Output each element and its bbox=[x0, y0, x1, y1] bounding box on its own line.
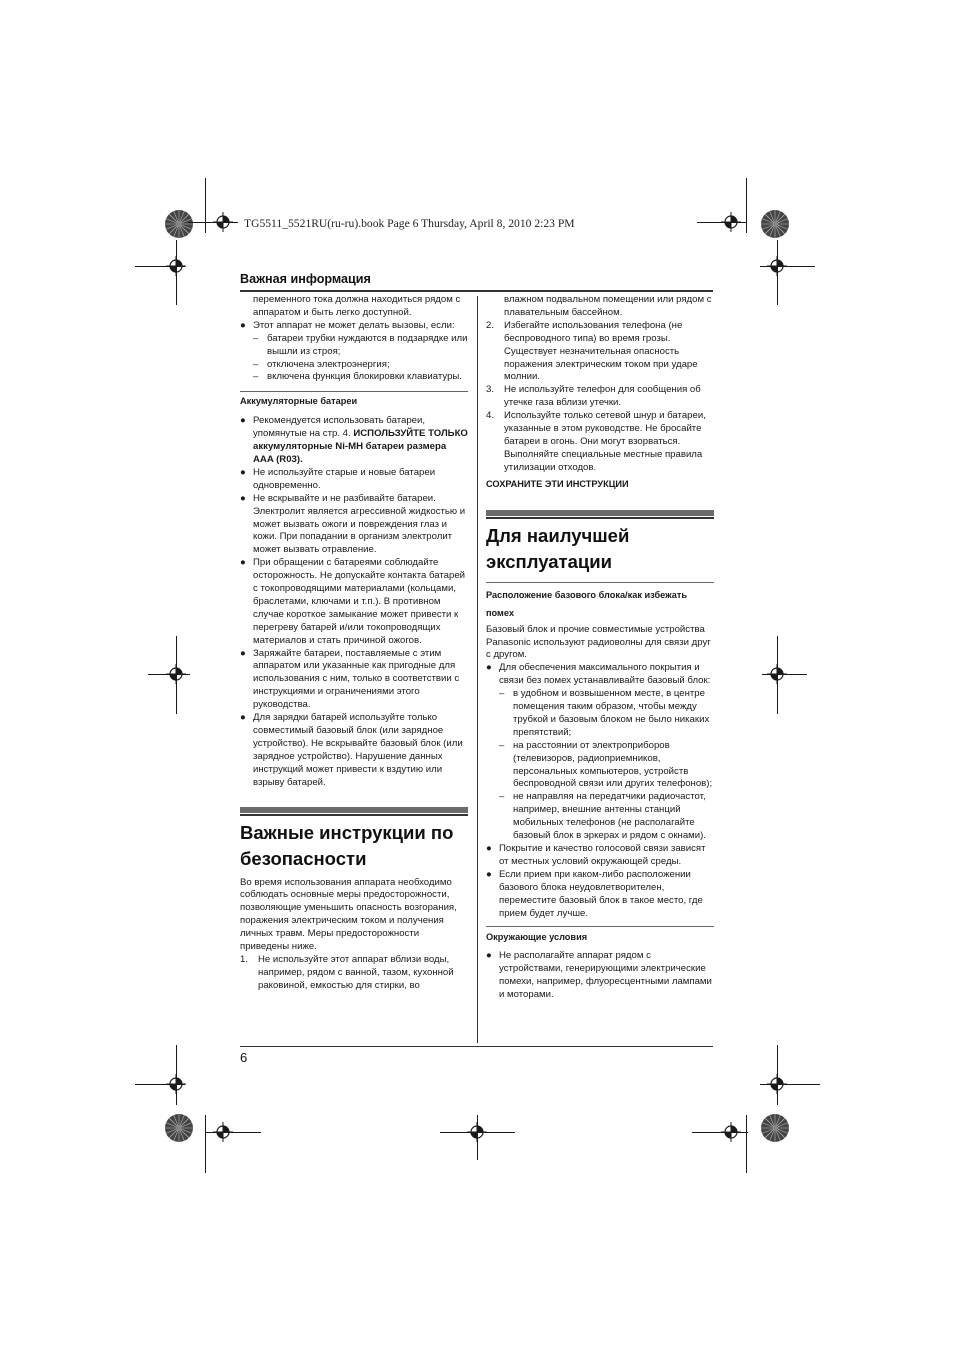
crop-line bbox=[188, 222, 238, 223]
right-column bbox=[486, 294, 714, 1002]
list-item: 4. Используйте только сетевой шнур и батареи, указанные в этом руководстве. Не бросайте батареи в огонь. Они могут взорваться. Выполняйте специальные местные правила утилизации отходов. bbox=[486, 410, 706, 473]
section-header: Важная информация bbox=[240, 272, 371, 286]
crop-line bbox=[777, 1045, 778, 1105]
crop-line bbox=[205, 1115, 206, 1173]
left-column bbox=[240, 294, 468, 993]
title-bar bbox=[240, 807, 468, 814]
list-item: – в удобном и возвышенном месте, в центре помещения таким образом, чтобы между трубкой и базовым блоком не было никаких препятствий; bbox=[499, 688, 710, 738]
crop-line bbox=[135, 1084, 185, 1085]
page-number: 6 bbox=[240, 1050, 248, 1065]
header-rule bbox=[240, 290, 713, 292]
crop-line bbox=[777, 636, 778, 714]
crop-line bbox=[746, 178, 747, 233]
crop-line bbox=[176, 240, 177, 305]
best-use-title: Для наилучшей эксплуатации bbox=[486, 524, 630, 572]
list-item: ● Рекомендуется использовать батареи, упомянутые на стр. 4. ИСПОЛЬЗУЙТЕ ТОЛЬКО аккумуляторные Ni-MH батареи размера AAA (R03). bbox=[240, 415, 468, 465]
list-item: – не направляя на передатчики радиочастот, например, внешние антенны станций мобильных телефонов (не располагайте базовый блок в эркерах и рядом с окнами). bbox=[499, 791, 706, 842]
list-item: ● Для зарядки батарей используйте только совместимый базовый блок (или зарядное устройство). Не вскрывайте базовый блок (или зарядное устройство). Нарушение данных инструкций может привести к вздутию или взрыву батарей. bbox=[240, 712, 463, 788]
crop-line bbox=[135, 266, 185, 267]
color-wheel-mark-top-left bbox=[164, 209, 194, 239]
column-divider bbox=[477, 296, 478, 1043]
color-wheel-mark-top-right bbox=[760, 209, 790, 239]
list-item: 3. Не используйте телефон для сообщения об утечке газа вблизи утечки. bbox=[486, 384, 701, 409]
save-instructions: СОХРАНИТЕ ЭТИ ИНСТРУКЦИИ bbox=[486, 478, 629, 489]
list-item: 1. Не используйте этот аппарат вблизи воды, например, рядом с ванной, тазом, кухонной раковиной, емкостью для стирки, во bbox=[240, 953, 454, 991]
crop-line bbox=[477, 1115, 478, 1160]
paragraph: влажном подвальном помещении или рядом с плавательным бассейном. bbox=[504, 294, 712, 318]
crop-line bbox=[760, 266, 815, 267]
crop-line bbox=[205, 178, 206, 233]
crop-line bbox=[440, 1132, 515, 1133]
list-item: ● Не используйте старые и новые батареи одновременно. bbox=[240, 466, 436, 491]
crop-line bbox=[697, 222, 747, 223]
title-bar bbox=[486, 510, 714, 517]
battery-heading: Аккумуляторные батареи bbox=[240, 396, 358, 407]
paragraph: Базовый блок и прочие совместимые устройства Panasonic используют радиоволны для связи друг с другом. bbox=[486, 623, 711, 661]
list-item: ● Для обеспечения максимального покрытия и связи без помех устанавливайте базовый блок: bbox=[486, 662, 711, 687]
crop-line bbox=[176, 1045, 177, 1105]
list-item: – на расстоянии от электроприборов (телевизоров, радиоприемников, персональных компьютеров, устройств беспроводной связи или других телефонов); bbox=[499, 739, 713, 790]
list-item: – отключена электроэнергия; bbox=[253, 358, 390, 370]
crop-line bbox=[148, 674, 190, 675]
color-wheel-mark-bottom-right bbox=[760, 1113, 790, 1143]
list-item: ● Этот аппарат не может делать вызовы, если: bbox=[240, 319, 455, 331]
crop-line bbox=[176, 636, 177, 714]
environment-heading: Окружающие условия bbox=[486, 932, 588, 943]
crop-line bbox=[746, 1115, 747, 1173]
color-wheel-mark-bottom-left bbox=[164, 1113, 194, 1143]
paragraph: Во время использования аппарата необходимо соблюдать основные меры предосторожности, позволяющие уменьшить опасность возгорания, поражения электрическим током и получения личных травм. Меры предосторожности приведены ниже. bbox=[240, 876, 457, 953]
list-item: ● Заряжайте батареи, поставляемые с этим аппаратом или указанные как пригодные для использования с ним, только в соответствии с инструкциями и ограничениями этого руководства. bbox=[240, 647, 460, 711]
list-item: – батареи трубки нуждаются в подзарядке или вышли из строя; bbox=[253, 332, 468, 357]
printer-info-line: TG5511_5521RU(ru-ru).book Page 6 Thursday, April 8, 2010 2:23 PM bbox=[244, 217, 575, 230]
list-item: ● Не вскрывайте и не разбивайте батареи. Электролит является агрессивной жидкостью и может вызвать ожоги и повреждения глаз и кожи. При попадании в организм электролит может вызвать отравление. bbox=[240, 492, 466, 556]
list-item: – включена функция блокировки клавиатуры. bbox=[253, 371, 462, 383]
paragraph: переменного тока должна находиться рядом с аппаратом и быть легко доступной. bbox=[253, 294, 461, 318]
crop-line bbox=[760, 1084, 820, 1085]
crop-line bbox=[777, 240, 778, 305]
safety-title: Важные инструкции по безопасности bbox=[240, 821, 454, 869]
crop-line bbox=[692, 1132, 748, 1133]
list-item: ● Покрытие и качество голосовой связи зависят от местных условий окружающей среды. bbox=[486, 843, 706, 867]
list-item: ● Не располагайте аппарат рядом с устройствами, генерирующими электрические помехи, например, флуоресцентными лампами и моторами. bbox=[486, 950, 712, 1001]
crop-line bbox=[762, 674, 807, 675]
footer-rule bbox=[240, 1046, 713, 1047]
list-item: ● При обращении с батареями соблюдайте осторожность. Не допускайте контакта батарей с токопроводящими материалами (кольцами, браслетами, ключами и т.п.). В противном случае короткое замыкание может привести к перегреву батарей и/или токопроводящих материалов и стать причиной ожогов. bbox=[240, 557, 466, 646]
crop-line bbox=[205, 1132, 261, 1133]
list-item: 2. Избегайте использования телефона (не беспроводного типа) во время грозы. Существует незначительная опасность поражения электрическим током при ударе молнии. bbox=[486, 319, 698, 383]
location-heading: Расположение базового блока/как избежать помех bbox=[486, 589, 688, 618]
list-item: ● Если прием при каком-либо расположении базового блока неудовлетворителен, переместите базовый блок в такое место, где прием будет лучше. bbox=[486, 868, 703, 919]
